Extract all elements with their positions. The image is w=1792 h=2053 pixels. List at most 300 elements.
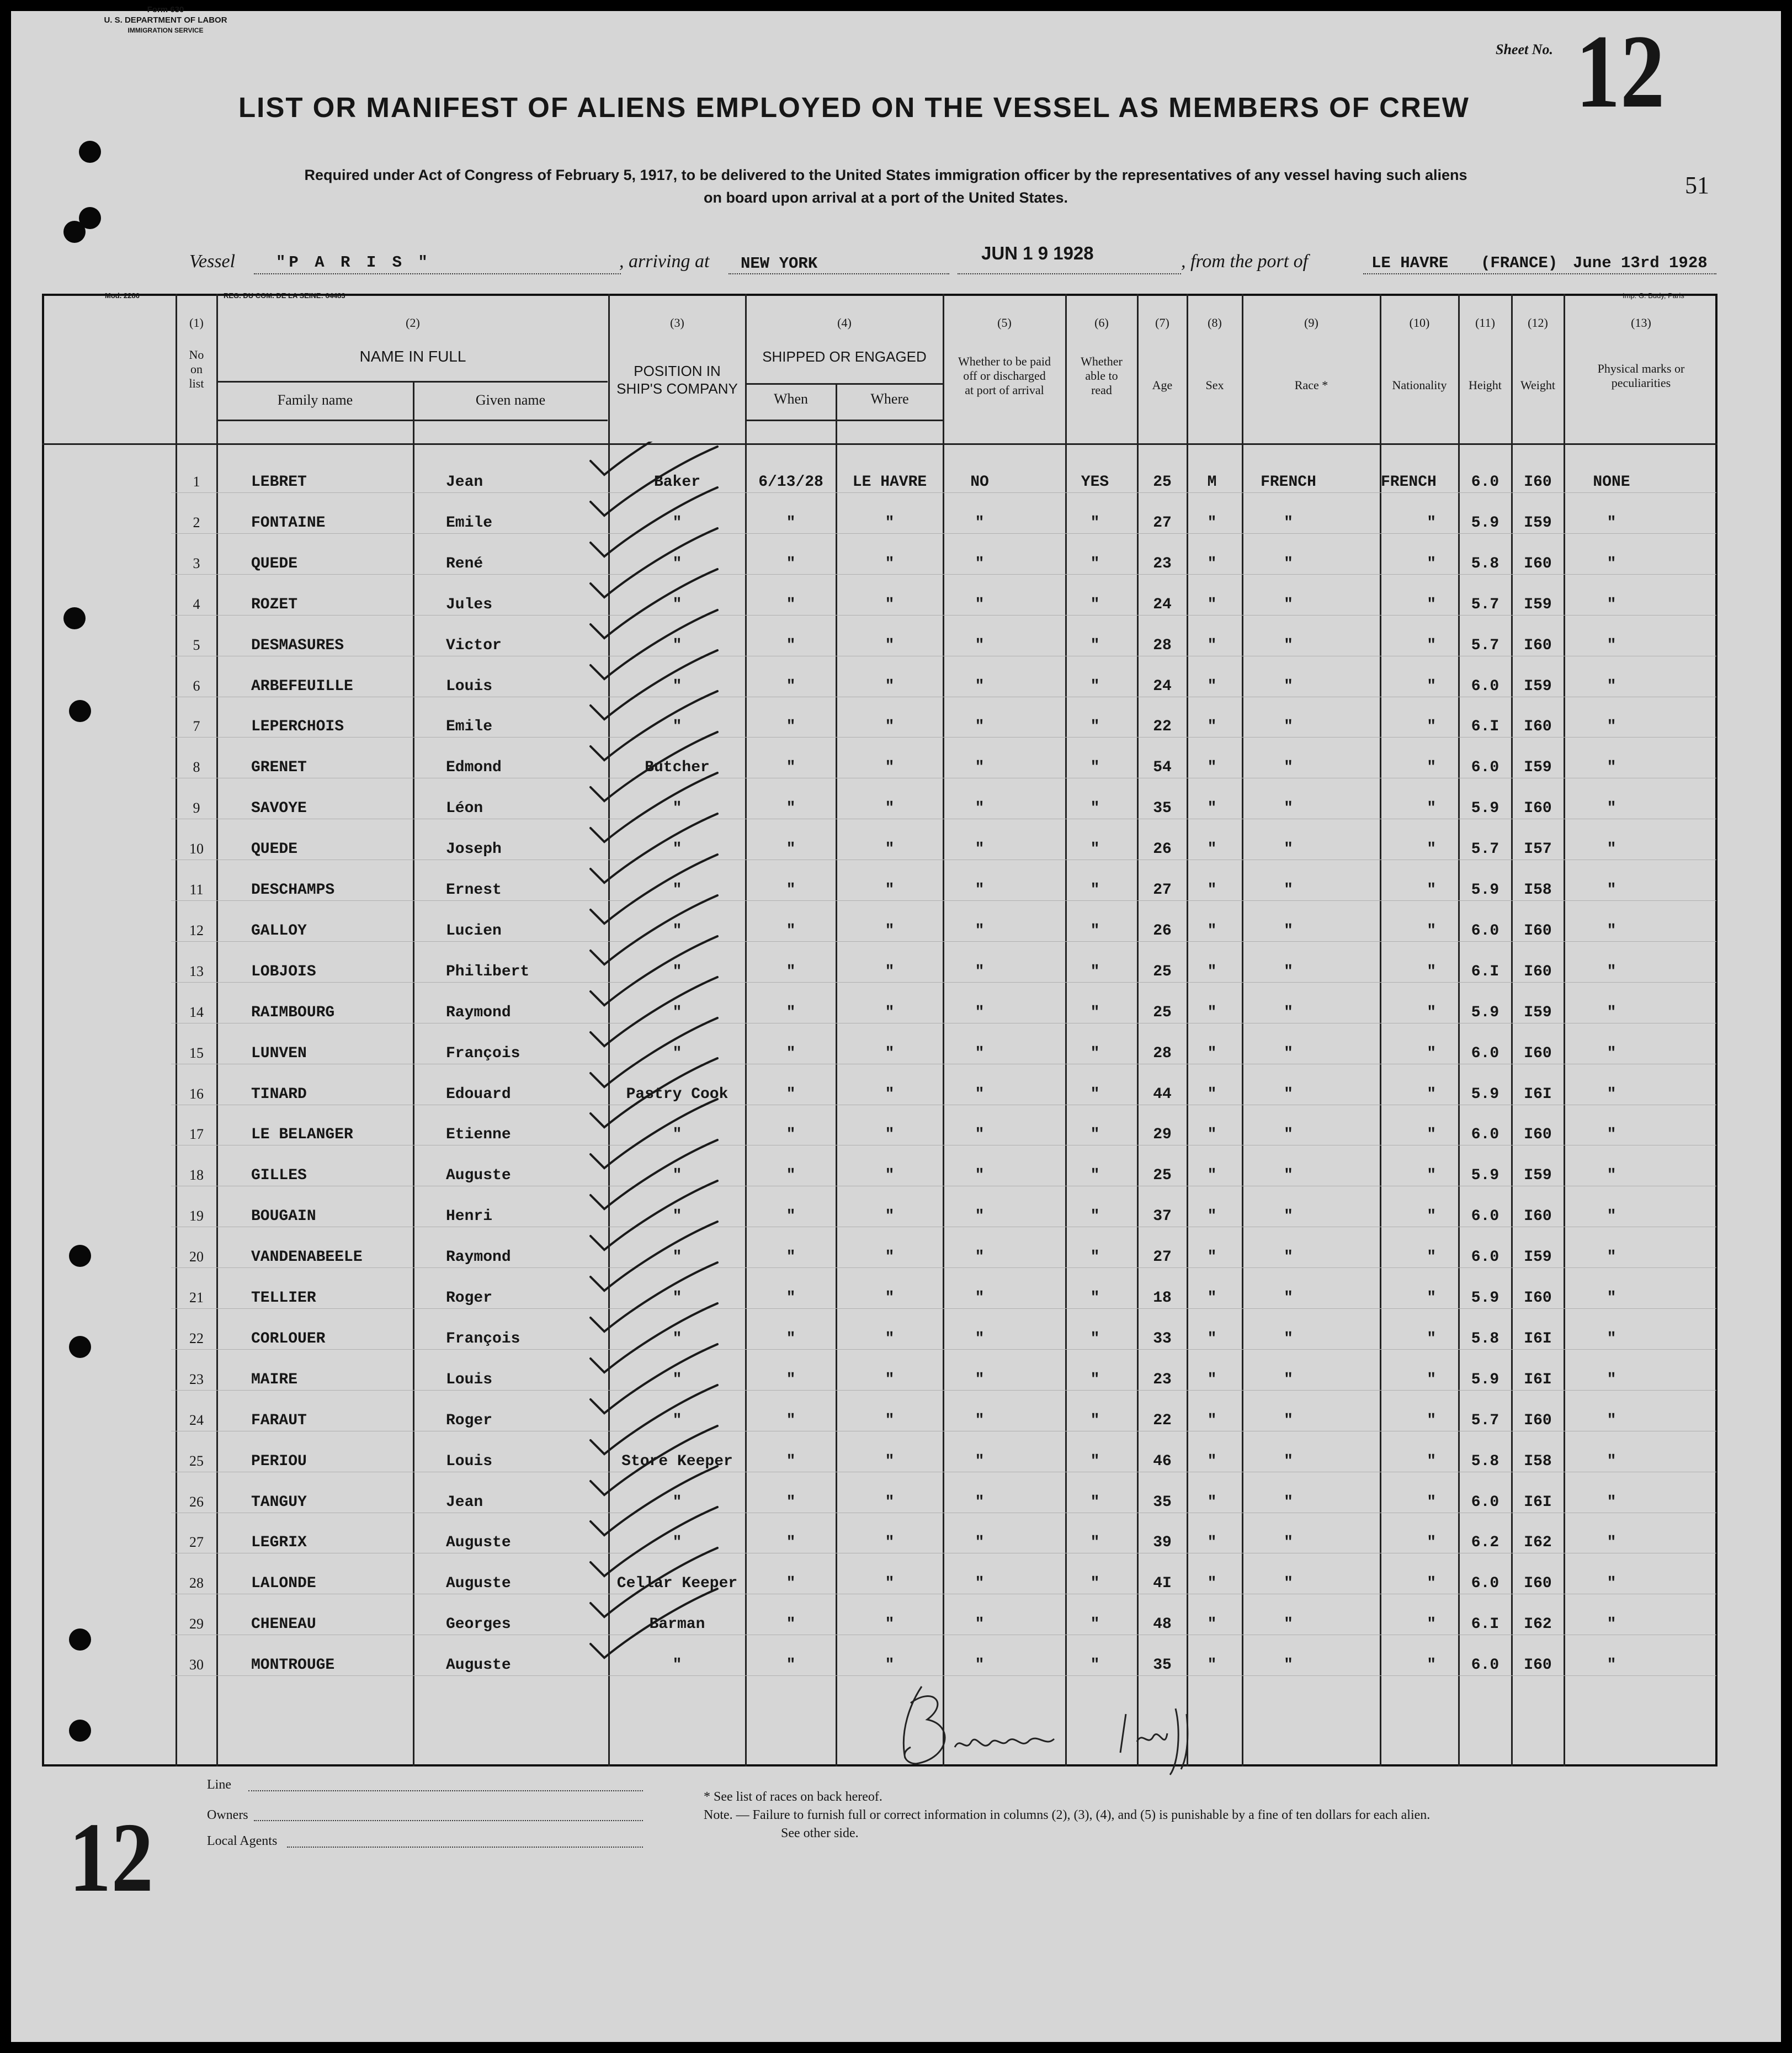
cell-given: Henri xyxy=(446,1208,493,1225)
cell-paid-off: " xyxy=(975,1575,985,1592)
cell-paid-off: " xyxy=(975,922,985,940)
cell-weight: I60 xyxy=(1524,800,1552,817)
cell-nationality: " xyxy=(1427,1412,1436,1429)
cell-weight: I58 xyxy=(1524,882,1552,899)
cell-weight: I59 xyxy=(1524,1167,1552,1184)
cell-read: " xyxy=(1090,759,1100,776)
cell-race: " xyxy=(1284,1371,1293,1388)
cell-nationality: " xyxy=(1427,1616,1436,1633)
cell-age: 25 xyxy=(1153,1004,1172,1021)
cell-when: " xyxy=(786,922,796,940)
cell-position: " xyxy=(672,922,682,940)
cell-paid-off: " xyxy=(975,555,985,572)
cell-nationality: " xyxy=(1427,1167,1436,1184)
cell-no: 5 xyxy=(193,637,200,653)
cell-marks: " xyxy=(1607,800,1616,817)
cell-position: " xyxy=(672,1167,682,1184)
col-4-label: SHIPPED OR ENGAGED xyxy=(762,348,927,365)
cell-marks: " xyxy=(1607,1086,1616,1103)
cell-family: GRENET xyxy=(251,759,307,776)
cell-height: 6.0 xyxy=(1471,1249,1499,1266)
cell-given: François xyxy=(446,1045,520,1062)
cell-paid-off: " xyxy=(975,514,985,532)
cell-weight: I6I xyxy=(1524,1086,1552,1103)
cell-where: " xyxy=(885,1126,895,1143)
cell-no: 16 xyxy=(189,1086,204,1102)
cell-position: " xyxy=(672,596,682,613)
cell-read: " xyxy=(1090,1208,1100,1225)
cell-weight: I59 xyxy=(1524,514,1552,532)
cell-when: " xyxy=(786,1004,796,1021)
cell-race: " xyxy=(1284,514,1293,532)
cell-when: " xyxy=(786,1657,796,1674)
cell-where: " xyxy=(885,1290,895,1307)
cell-read: " xyxy=(1090,1004,1100,1021)
cell-nationality: " xyxy=(1427,1575,1436,1592)
arriving-label: , arriving at xyxy=(619,251,710,272)
cell-given: Léon xyxy=(446,800,483,817)
cell-read: " xyxy=(1090,1453,1100,1470)
cell-marks: " xyxy=(1607,514,1616,532)
cell-no: 30 xyxy=(189,1657,204,1673)
cell-position: " xyxy=(672,1330,682,1348)
cell-race: " xyxy=(1284,1045,1293,1062)
cell-paid-off: " xyxy=(975,1126,985,1143)
cell-where: " xyxy=(885,1004,895,1021)
cell-where: LE HAVRE xyxy=(852,474,927,491)
cell-paid-off: " xyxy=(975,718,985,735)
cell-nationality: " xyxy=(1427,1086,1436,1103)
cell-no: 2 xyxy=(193,514,200,531)
cell-read: " xyxy=(1090,1657,1100,1674)
col-12-number: (12) xyxy=(1528,316,1548,330)
cell-sex: " xyxy=(1207,1657,1217,1674)
cell-sex: " xyxy=(1207,555,1217,572)
cell-when: " xyxy=(786,1290,796,1307)
cell-when: " xyxy=(786,718,796,735)
cell-race: " xyxy=(1284,1167,1293,1184)
cell-when: " xyxy=(786,1167,796,1184)
cell-no: 29 xyxy=(189,1616,204,1632)
page-title: LIST OR MANIFEST OF ALIENS EMPLOYED ON THE VESSEL AS MEMBERS OF CREW xyxy=(238,92,1470,123)
cell-given: Ernest xyxy=(446,882,502,899)
cell-paid-off: " xyxy=(975,800,985,817)
cell-family: LALONDE xyxy=(251,1575,316,1592)
cell-marks: " xyxy=(1607,1534,1616,1551)
cell-read: " xyxy=(1090,1412,1100,1429)
cell-nationality: " xyxy=(1427,1657,1436,1674)
department: U. S. DEPARTMENT OF LABOR xyxy=(104,15,227,25)
cell-where: " xyxy=(885,1453,895,1470)
cell-nationality: " xyxy=(1427,1249,1436,1266)
line-label: Line xyxy=(207,1778,231,1792)
cell-no: 22 xyxy=(189,1330,204,1346)
cell-nationality: " xyxy=(1427,1208,1436,1225)
cell-nationality: " xyxy=(1427,759,1436,776)
cell-sex: " xyxy=(1207,1371,1217,1388)
cell-where: " xyxy=(885,1575,895,1592)
cell-paid-off: " xyxy=(975,1167,985,1184)
inspector-signature-image xyxy=(889,1681,1231,1780)
cell-paid-off: " xyxy=(975,1616,985,1633)
cell-no: 7 xyxy=(193,718,200,734)
cell-position: " xyxy=(672,1412,682,1429)
cell-given: Philibert xyxy=(446,963,530,980)
cell-paid-off: " xyxy=(975,882,985,899)
cell-given: Joseph xyxy=(446,841,502,858)
cell-race: " xyxy=(1284,1412,1293,1429)
cell-weight: I60 xyxy=(1524,1412,1552,1429)
cell-height: 5.9 xyxy=(1471,882,1499,899)
cell-read: " xyxy=(1090,1167,1100,1184)
cell-height: 5.9 xyxy=(1471,1086,1499,1103)
cell-paid-off: " xyxy=(975,841,985,858)
cell-height: 5.8 xyxy=(1471,555,1499,572)
cell-paid-off: NO xyxy=(970,474,989,491)
cell-sex: " xyxy=(1207,1167,1217,1184)
arriving-port: NEW YORK xyxy=(741,254,818,273)
cell-read: " xyxy=(1090,1126,1100,1143)
cell-nationality: " xyxy=(1427,1045,1436,1062)
cell-weight: I60 xyxy=(1524,1126,1552,1143)
cell-paid-off: " xyxy=(975,1412,985,1429)
cell-race: FRENCH xyxy=(1261,474,1316,491)
cell-race: " xyxy=(1284,1086,1293,1103)
cell-given: Auguste xyxy=(446,1534,511,1551)
cell-given: Lucien xyxy=(446,922,502,940)
cell-sex: " xyxy=(1207,1045,1217,1062)
local-agents-label: Local Agents xyxy=(207,1834,278,1848)
cell-where: " xyxy=(885,718,895,735)
cell-given: René xyxy=(446,555,483,572)
cell-where: " xyxy=(885,637,895,654)
cell-nationality: " xyxy=(1427,963,1436,980)
cell-when: " xyxy=(786,678,796,695)
cell-paid-off: " xyxy=(975,1004,985,1021)
cell-age: 22 xyxy=(1153,718,1172,735)
cell-position: " xyxy=(672,882,682,899)
cell-family: ARBEFEUILLE xyxy=(251,678,353,695)
cell-where: " xyxy=(885,1167,895,1184)
cell-height: 6.2 xyxy=(1471,1534,1499,1551)
cell-age: 25 xyxy=(1153,1167,1172,1184)
cell-read: " xyxy=(1090,1045,1100,1062)
cell-height: 5.7 xyxy=(1471,596,1499,613)
cell-nationality: " xyxy=(1427,841,1436,858)
cell-age: 25 xyxy=(1153,474,1172,491)
cell-no: 23 xyxy=(189,1371,204,1387)
cell-no: 14 xyxy=(189,1004,204,1020)
cell-read: " xyxy=(1090,514,1100,532)
departure-port: LE HAVRE xyxy=(1371,254,1449,272)
cell-marks: " xyxy=(1607,963,1616,980)
col-11-label: Height xyxy=(1469,378,1502,392)
cell-marks: " xyxy=(1607,1575,1616,1592)
col-9-label: Race * xyxy=(1294,378,1328,392)
cell-given: Louis xyxy=(446,1371,493,1388)
cell-nationality: " xyxy=(1427,1453,1436,1470)
given-name-header: Given name xyxy=(475,392,546,408)
cell-given: Auguste xyxy=(446,1575,511,1592)
cell-weight: I58 xyxy=(1524,1453,1552,1470)
cell-nationality: " xyxy=(1427,718,1436,735)
service: IMMIGRATION SERVICE xyxy=(127,26,204,34)
col-12-label: Weight xyxy=(1520,378,1555,392)
cell-position: " xyxy=(672,514,682,532)
col-3-number: (3) xyxy=(670,316,684,330)
cell-position: " xyxy=(672,1208,682,1225)
cell-race: " xyxy=(1284,1126,1293,1143)
cell-given: Victor xyxy=(446,637,502,654)
cell-paid-off: " xyxy=(975,637,985,654)
col-9-number: (9) xyxy=(1304,316,1318,330)
cell-weight: I60 xyxy=(1524,963,1552,980)
cell-age: 28 xyxy=(1153,1045,1172,1062)
cell-when: " xyxy=(786,882,796,899)
cell-age: 35 xyxy=(1153,1657,1172,1674)
cell-paid-off: " xyxy=(975,678,985,695)
other-side-note: See other side. xyxy=(781,1826,859,1840)
cell-given: Jules xyxy=(446,596,493,613)
col-4-number: (4) xyxy=(837,316,852,330)
cell-age: 44 xyxy=(1153,1086,1172,1103)
cell-age: 25 xyxy=(1153,963,1172,980)
cell-sex: " xyxy=(1207,1534,1217,1551)
cell-sex: " xyxy=(1207,1494,1217,1511)
departure-country: (FRANCE) xyxy=(1481,254,1558,272)
cell-race: " xyxy=(1284,555,1293,572)
cell-family: LEBRET xyxy=(251,474,307,491)
cell-where: " xyxy=(885,514,895,532)
col-1-number: (1) xyxy=(189,316,204,330)
cell-age: 18 xyxy=(1153,1290,1172,1307)
cell-family: ROZET xyxy=(251,596,298,613)
cell-family: TANGUY xyxy=(251,1494,307,1511)
cell-where: " xyxy=(885,555,895,572)
cell-where: " xyxy=(885,1534,895,1551)
cell-family: TINARD xyxy=(251,1086,307,1103)
cell-read: " xyxy=(1090,1575,1100,1592)
cell-marks: " xyxy=(1607,555,1616,572)
cell-when: " xyxy=(786,1249,796,1266)
cell-no: 10 xyxy=(189,841,204,857)
cell-weight: I59 xyxy=(1524,1004,1552,1021)
col-7-label: Age xyxy=(1152,378,1173,392)
cell-where: " xyxy=(885,1086,895,1103)
cell-family: CORLOUER xyxy=(251,1330,326,1348)
cell-when: " xyxy=(786,1575,796,1592)
cell-age: 4I xyxy=(1153,1575,1172,1592)
when-header: When xyxy=(773,391,809,407)
col-6-label: Whether able to read xyxy=(1081,354,1123,397)
cell-read: " xyxy=(1090,841,1100,858)
cell-weight: I59 xyxy=(1524,1249,1552,1266)
cell-marks: " xyxy=(1607,1045,1616,1062)
cell-position: " xyxy=(672,1494,682,1511)
cell-family: QUEDE xyxy=(251,841,298,858)
cell-when: " xyxy=(786,963,796,980)
cell-family: PERIOU xyxy=(251,1453,307,1470)
sheet-number: 12 xyxy=(1576,14,1665,130)
cell-height: 6.I xyxy=(1471,718,1499,735)
cell-height: 6.0 xyxy=(1471,1045,1499,1062)
cell-sex: " xyxy=(1207,841,1217,858)
cell-age: 48 xyxy=(1153,1616,1172,1633)
cell-height: 5.8 xyxy=(1471,1453,1499,1470)
cell-given: Raymond xyxy=(446,1004,511,1021)
cell-height: 6.0 xyxy=(1471,678,1499,695)
cell-nationality: " xyxy=(1427,882,1436,899)
cell-height: 5.7 xyxy=(1471,1412,1499,1429)
cell-marks: " xyxy=(1607,1208,1616,1225)
cell-race: " xyxy=(1284,1249,1293,1266)
cell-sex: " xyxy=(1207,1208,1217,1225)
cell-when: " xyxy=(786,637,796,654)
cell-read: " xyxy=(1090,882,1100,899)
cell-marks: " xyxy=(1607,759,1616,776)
cell-position: " xyxy=(672,841,682,858)
cell-sex: " xyxy=(1207,1126,1217,1143)
cell-marks: " xyxy=(1607,1453,1616,1470)
cell-sex: " xyxy=(1207,1412,1217,1429)
cell-when: " xyxy=(786,1494,796,1511)
cell-paid-off: " xyxy=(975,759,985,776)
col-2-number: (2) xyxy=(406,316,420,330)
col-10-label: Nationality xyxy=(1392,378,1447,392)
cell-race: " xyxy=(1284,596,1293,613)
cell-when: " xyxy=(786,514,796,532)
cell-age: 27 xyxy=(1153,1249,1172,1266)
cell-sex: " xyxy=(1207,514,1217,532)
cell-race: " xyxy=(1284,637,1293,654)
cell-nationality: " xyxy=(1427,1330,1436,1348)
cell-family: MAIRE xyxy=(251,1371,298,1388)
cell-nationality: " xyxy=(1427,637,1436,654)
cell-read: " xyxy=(1090,1616,1100,1633)
cell-sex: " xyxy=(1207,1004,1217,1021)
cell-position: " xyxy=(672,1045,682,1062)
cell-no: 1 xyxy=(193,474,200,490)
col-10-number: (10) xyxy=(1409,316,1430,330)
cell-race: " xyxy=(1284,1330,1293,1348)
col-5-label: Whether to be paid off or discharged at port of arrival xyxy=(958,354,1051,397)
cell-position: " xyxy=(672,678,682,695)
cell-race: " xyxy=(1284,718,1293,735)
cell-sex: " xyxy=(1207,1249,1217,1266)
cell-no: 8 xyxy=(193,759,200,775)
cell-height: 5.8 xyxy=(1471,1330,1499,1348)
vessel-label: Vessel xyxy=(189,251,236,272)
cell-position: " xyxy=(672,1126,682,1143)
cell-family: VANDENABEELE xyxy=(251,1249,363,1266)
cell-position: " xyxy=(672,1249,682,1266)
cell-no: 9 xyxy=(193,800,200,816)
cell-read: " xyxy=(1090,1534,1100,1551)
cell-paid-off: " xyxy=(975,1534,985,1551)
cell-given: Roger xyxy=(446,1412,493,1429)
cell-family: LEPERCHOIS xyxy=(251,718,344,735)
cell-race: " xyxy=(1284,1453,1293,1470)
cell-paid-off: " xyxy=(975,1249,985,1266)
cell-height: 6.0 xyxy=(1471,474,1499,491)
cell-race: " xyxy=(1284,1290,1293,1307)
cell-weight: I6I xyxy=(1524,1494,1552,1511)
cell-family: LE BELANGER xyxy=(251,1126,353,1143)
cell-given: Emile xyxy=(446,514,493,532)
cell-read: " xyxy=(1090,1086,1100,1103)
cell-age: 27 xyxy=(1153,514,1172,532)
cell-marks: " xyxy=(1607,678,1616,695)
where-header: Where xyxy=(870,391,909,407)
cell-marks: " xyxy=(1607,596,1616,613)
requirement-text xyxy=(155,164,1617,209)
cell-marks: " xyxy=(1607,1494,1616,1511)
cell-family: DESCHAMPS xyxy=(251,882,335,899)
cell-weight: I60 xyxy=(1524,1290,1552,1307)
cell-age: 23 xyxy=(1153,1371,1172,1388)
cell-sex: " xyxy=(1207,800,1217,817)
cell-read: " xyxy=(1090,555,1100,572)
cell-race: " xyxy=(1284,678,1293,695)
cell-marks: " xyxy=(1607,1167,1616,1184)
cell-where: " xyxy=(885,800,895,817)
cell-nationality: " xyxy=(1427,922,1436,940)
cell-age: 33 xyxy=(1153,1330,1172,1348)
cell-no: 13 xyxy=(189,963,204,979)
cell-family: MONTROUGE xyxy=(251,1657,335,1674)
col-2-label: NAME IN FULL xyxy=(359,348,466,365)
cell-height: 6.I xyxy=(1471,1616,1499,1633)
cell-where: " xyxy=(885,922,895,940)
cell-given: Auguste xyxy=(446,1657,511,1674)
cell-paid-off: " xyxy=(975,1330,985,1348)
cell-marks: " xyxy=(1607,1004,1616,1021)
cell-position: Barman xyxy=(649,1616,705,1633)
cell-sex: " xyxy=(1207,1290,1217,1307)
cell-weight: I59 xyxy=(1524,678,1552,695)
cell-paid-off: " xyxy=(975,1208,985,1225)
cell-weight: I57 xyxy=(1524,841,1552,858)
cell-read: YES xyxy=(1081,474,1109,491)
cell-marks: " xyxy=(1607,1371,1616,1388)
cell-sex: " xyxy=(1207,759,1217,776)
cell-age: 39 xyxy=(1153,1534,1172,1551)
cell-height: 6.0 xyxy=(1471,1657,1499,1674)
cell-weight: I60 xyxy=(1524,555,1552,572)
cell-height: 5.7 xyxy=(1471,637,1499,654)
departure-date: June 13rd 1928 xyxy=(1573,254,1708,272)
cell-family: RAIMBOURG xyxy=(251,1004,335,1021)
cell-given: Louis xyxy=(446,1453,493,1470)
cell-age: 24 xyxy=(1153,596,1172,613)
cell-age: 29 xyxy=(1153,1126,1172,1143)
cell-age: 23 xyxy=(1153,555,1172,572)
cell-height: 5.9 xyxy=(1471,1004,1499,1021)
cell-family: BOUGAIN xyxy=(251,1208,316,1225)
cell-position: " xyxy=(672,800,682,817)
cell-no: 6 xyxy=(193,678,200,694)
owners-label: Owners xyxy=(207,1808,248,1822)
cell-race: " xyxy=(1284,1616,1293,1633)
cell-nationality: " xyxy=(1427,1494,1436,1511)
requirement-line-1: Required under Act of Congress of February 5, 1917, to be delivered to the United States immigration officer by the representatives of any vessel having such aliens xyxy=(304,167,1467,183)
cell-marks: " xyxy=(1607,841,1616,858)
cell-position: " xyxy=(672,555,682,572)
cell-position: Butcher xyxy=(645,759,710,776)
cell-marks: " xyxy=(1607,1126,1616,1143)
cell-position: " xyxy=(672,1290,682,1307)
cell-nationality: " xyxy=(1427,800,1436,817)
